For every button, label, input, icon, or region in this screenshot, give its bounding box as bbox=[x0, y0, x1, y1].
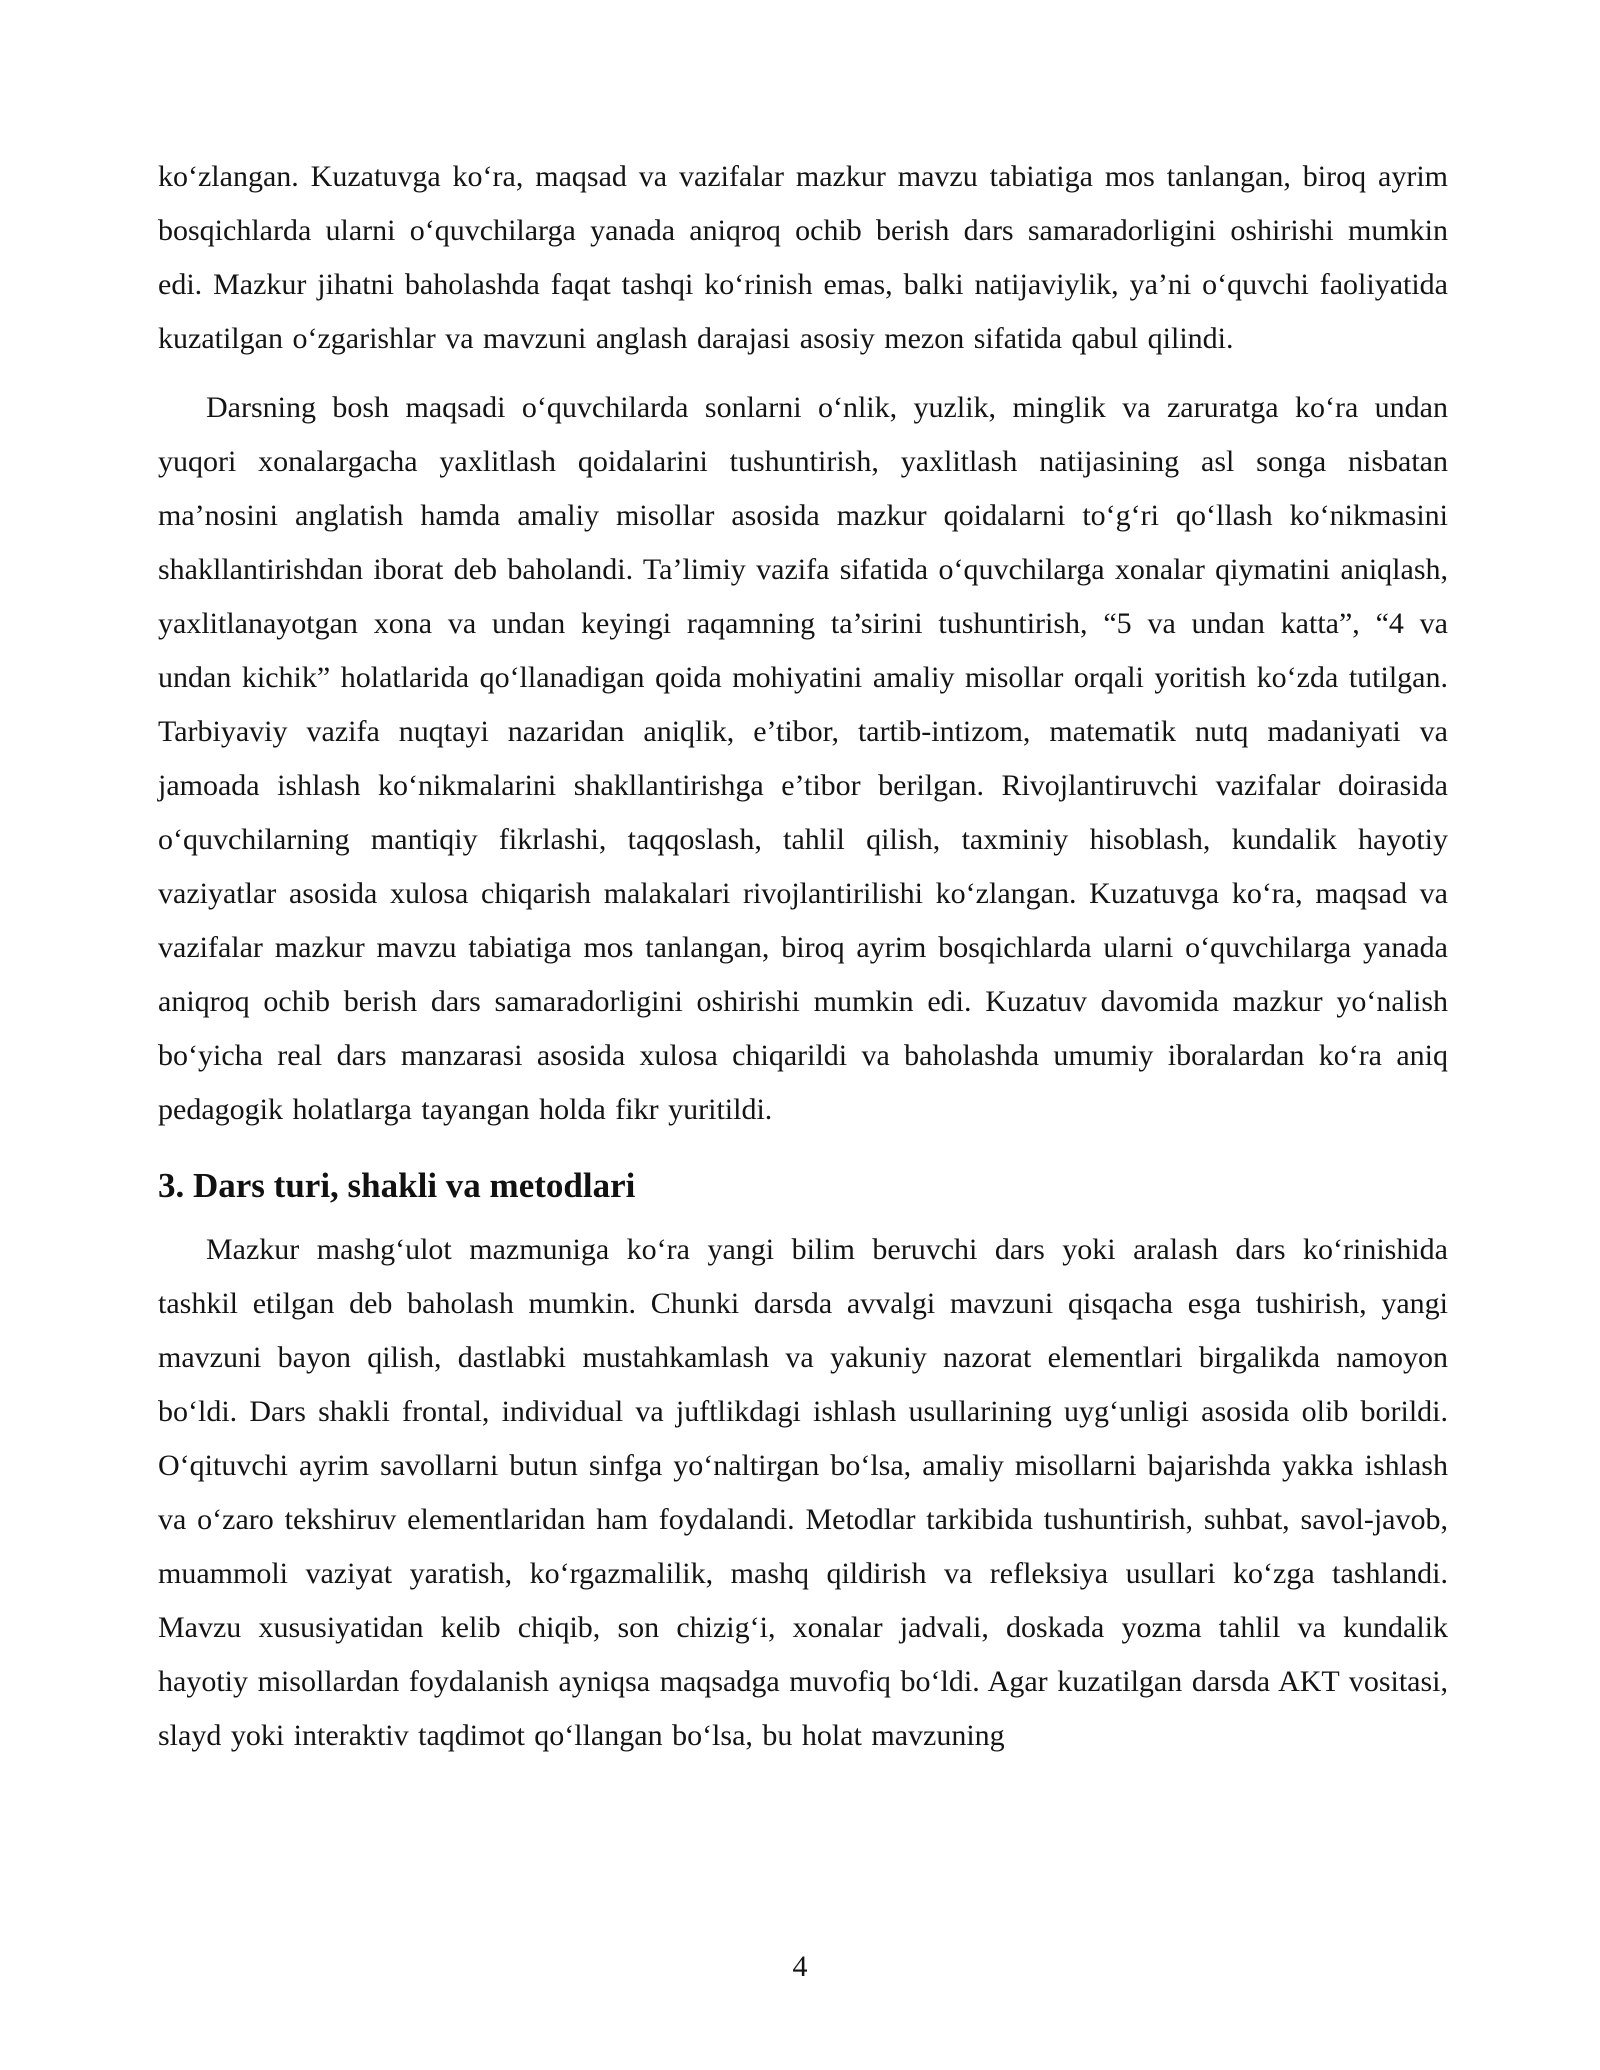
paragraph-continuation: koʻzlangan. Kuzatuvga koʻra, maqsad va vazifalar mazkur mavzu tabiatiga mos tanlangan, biroq ayrim bosqichlarda ularni oʻquvchilarga yanada aniqroq ochib berish dars samaradorligini oshirishi mumkin edi. Mazkur jihatni baholashda faqat tashqi koʻrinish emas, balki natijaviylik, ya’ni oʻquvchi faoliyatida kuzatilgan oʻzgarishlar va mavzuni anglash darajasi asosiy mezon sifatida qabul qilindi. bbox=[158, 160, 1448, 355]
section-heading: 3. Dars turi, shakli va metodlari bbox=[158, 1166, 636, 1205]
document-body bbox=[158, 150, 1448, 1763]
page-number: 4 bbox=[792, 1950, 808, 1983]
paragraph-lesson-goals: Darsning bosh maqsadi oʻquvchilarda sonlarni oʻnlik, yuzlik, minglik va zaruratga koʻra undan yuqori xonalargacha yaxlitlash qoidalarini tushuntirish, yaxlitlash natijasining asl songa nisbatan ma’nosini anglatish hamda amaliy misollar asosida mazkur qoidalarni toʻgʻri qoʻllash koʻnikmasini shakllantirishdan iborat deb baholandi. Ta’limiy vazifa sifatida oʻquvchilarga xonalar qiymatini aniqlash, yaxlitlanayotgan xona va undan keyingi raqamning ta’sirini tushuntirish, “5 va undan katta”, “4 va undan kichik” holatlarida qoʻllanadigan qoida mohiyatini amaliy misollar orqali yoritish koʻzda tutilgan. Tarbiyaviy vazifa nuqtayi nazaridan aniqlik, e’tibor, tartib-intizom, matematik nutq madaniyati va jamoada ishlash koʻnikmalarini shakllantirishga e’tibor berilgan. Rivojlantiruvchi vazifalar doirasida oʻquvchilarning mantiqiy fikrlashi, taqqoslash, tahlil qilish, taxminiy hisoblash, kundalik hayotiy vaziyatlar asosida xulosa chiqarish malakalari rivojlantirilishi koʻzlangan. Kuzatuvga koʻra, maqsad va vazifalar mazkur mavzu tabiatiga mos tanlangan, biroq ayrim bosqichlarda ularni oʻquvchilarga yanada aniqroq ochib berish dars samaradorligini oshirishi mumkin edi. Kuzatuv davomida mazkur yoʻnalish boʻyicha real dars manzarasi asosida xulosa chiqarildi va baholashda umumiy iboralardan koʻra aniq pedagogik holatlarga tayangan holda fikr yuritildi. bbox=[158, 391, 1448, 1126]
paragraph-lesson-type: Mazkur mashgʻulot mazmuniga koʻra yangi bilim beruvchi dars yoki aralash dars koʻrinishida tashkil etilgan deb baholash mumkin. Chunki darsda avvalgi mavzuni qisqacha esga tushirish, yangi mavzuni bayon qilish, dastlabki mustahkamlash va yakuniy nazorat elementlari birgalikda namoyon boʻldi. Dars shakli frontal, individual va juftlikdagi ishlash usullarining uygʻunligi asosida olib borildi. Oʻqituvchi ayrim savollarni butun sinfga yoʻnaltirgan boʻlsa, amaliy misollarni bajarishda yakka ishlash va oʻzaro tekshiruv elementlaridan ham foydalandi. Metodlar tarkibida tushuntirish, suhbat, savol-javob, muammoli vaziyat yaratish, koʻrgazmalilik, mashq qildirish va refleksiya usullari koʻzga tashlandi. Mavzu xususiyatidan kelib chiqib, son chizigʻi, xonalar jadvali, doskada yozma tahlil va kundalik hayotiy misollardan foydalanish ayniqsa maqsadga muvofiq boʻldi. Agar kuzatilgan darsda AKT vositasi, slayd yoki interaktiv taqdimot qoʻllangan boʻlsa, bu holat mavzuning bbox=[158, 1232, 1448, 1752]
